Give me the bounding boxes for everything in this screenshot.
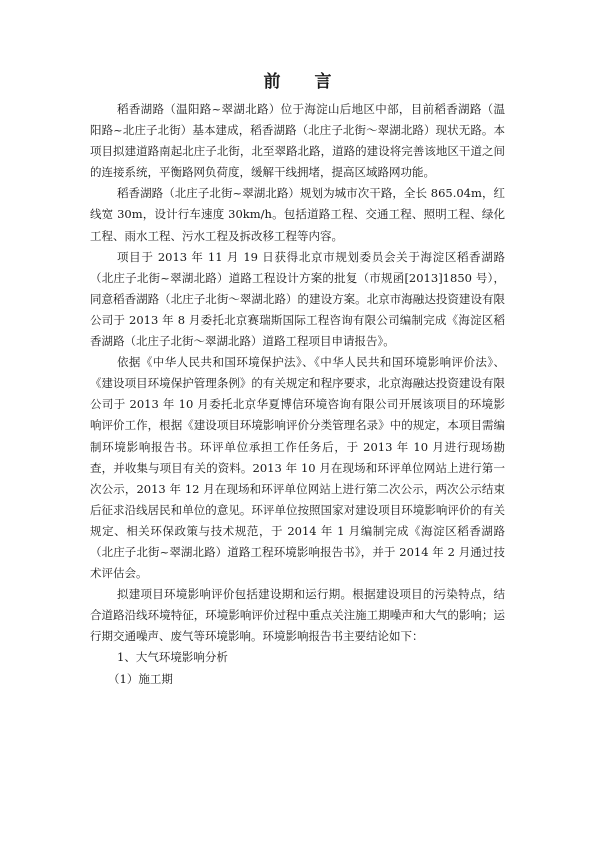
paragraph-location: 稻香湖路（温阳路~翠湖北路）位于海淀山后地区中部，目前稻香湖路（温阳路~北庄子北街）基本建成，稻香湖路（北庄子北街～翠湖北路）现状无路。本项目拟建道路南起北庄子北街，北至翠路北路，道路的建设将完善该地区干道之间的连接系统，平衡路网负荷度，缓解干线拥堵，提高区域路网功能。: [90, 102, 505, 180]
document-body: [90, 99, 505, 690]
paragraph-eia-scope: 拟建项目环境影响评价包括建设期和运行期。根据建设项目的污染特点，结合道路沿线环境特征，环境影响评价过程中重点关注施工期噪声和大气的影响；运行期交通噪声、废气等环境影响。环境影响报告书主要结论如下：: [90, 587, 505, 644]
paragraph-eia-process: 依据《中华人民共和国环境保护法》、《中华人民共和国环境影响评价法》、《建设项目环境保护管理条例》的有关规定和程序要求，北京海融达投资建设有限公司于 2013 年 10 月委托北京华夏博信环境咨询有限公司开展该项目的环境影响评价工作，根据《建设项目环境影响评价分类管理名录》中的规定，本项目需编制环境影响报告书。环评单位承担工作任务后，于 2013 年 10 月进行现场勘查，并收集与项目有关的资料。2013 年 10 月在现场和环评单位网站上进行第一次公示，2013 年 12 月在现场和环评单位网站上进行第二次公示，两次公示结束后征求沿线居民和单位的意见。环评单位按照国家对建设项目环境影响评价的有关规定、相关环保政策与技术规范，于 2014 年 1 月编制完成《海淀区稻香湖路（北庄子北街~翠湖北路）道路工程环境影响报告书》，并于 2014 年 2 月通过技术评估会。: [90, 355, 505, 581]
page-title: 前 言: [263, 72, 346, 92]
paragraph-approval: 项目于 2013 年 11 月 19 日获得北京市规划委员会关于海淀区稻香湖路（北庄子北街~翠湖北路）道路工程设计方案的批复（市规函[2013]1850 号），同意稻香湖路（北庄子北街～翠湖北路）的建设方案。北京市海融达投资建设有限公司于 2013 年 8 月委托北京赛瑞斯国际工程咨询有限公司编制完成《海淀区稻香湖路（北庄子北街～翠湖北路）道路工程项目申请报告》。: [90, 249, 505, 349]
sub-heading-construction: （1）施工期: [108, 671, 173, 686]
paragraph-scale: 稻香湖路（北庄子北街~翠湖北路）规划为城市次干路，全长 865.04m，红线宽 30m，设计行车速度 30km/h。包括道路工程、交通工程、照明工程、绿化工程、雨水工程、污水工程及拆改移工程等内容。: [90, 186, 505, 243]
section-heading-air: 1、大气环境影响分析: [117, 650, 228, 665]
